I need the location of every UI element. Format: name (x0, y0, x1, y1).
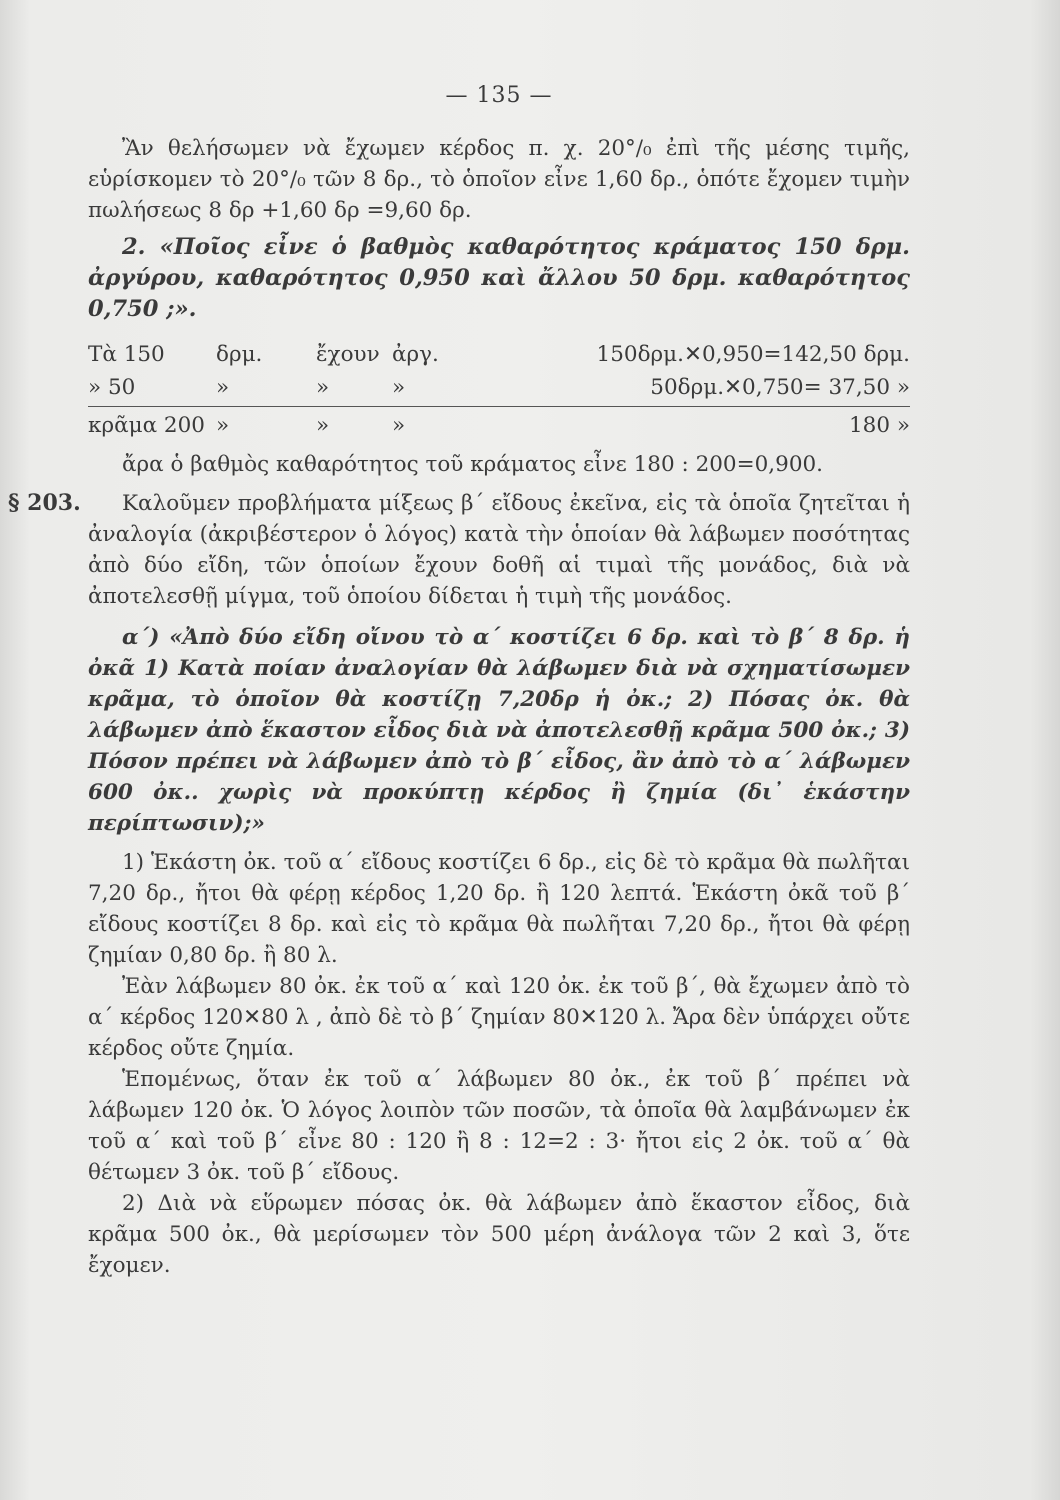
table-cell: » (316, 375, 330, 400)
problem-a: α΄) «Ἀπὸ δύο εἴδη οἴνου τὸ α΄ κοστίζει 6 δρ. καὶ τὸ β΄ 8 δρ. ἡ ὀκᾶ 1) Κατὰ ποίαν ἀναλογίαν θὰ λάβωμεν διὰ νὰ σχηματίσωμεν κρᾶμα, τὸ ὁποῖον θὰ κοστίζῃ 7,20δρ ἡ ὀκ.; 2) Πόσας ὀκ. θὰ λάβωμεν ἀπὸ ἕκαστον εἶδος διὰ νὰ ἀποτελεσθῇ κρᾶμα 500 ὀκ.; 3) Πόσον πρέπει νὰ λάβωμεν ἀπὸ τὸ β΄ εἶδος, ἂν ἀπὸ τὸ α΄ λάβωμεν 600 ὀκ.. χωρὶς νὰ προκύπτῃ κέρδος ἢ ζημία (δι᾽ ἑκάστην περίπτωσιν);» (88, 625, 910, 836)
alloy-table (88, 339, 910, 441)
table-cell: » 50 (88, 375, 136, 400)
table-cell (464, 372, 536, 403)
table-cell: » (216, 375, 230, 400)
paragraph-solution-2: Ἐὰν λάβωμεν 80 ὀκ. ἐκ τοῦ α΄ καὶ 120 ὀκ. ἐκ τοῦ β΄, θὰ ἔχωμεν ἀπὸ τὸ α΄ κέρδος 120✕80 λ , ἀπὸ δὲ τὸ β΄ ζημίαν 80✕120 λ. Ἄρα δὲν ὑπάρχει οὔτε κέρδος οὔτε ζημία. (88, 974, 910, 1061)
table-rule (88, 406, 910, 407)
table-cell: » (316, 413, 330, 438)
table-cell: 50δρμ.✕0,750= 37,50 » (650, 375, 910, 400)
section-number: § 203. (8, 490, 81, 516)
paragraph-solution-4: 2) Διὰ νὰ εὕρωμεν πόσας ὀκ. θὰ λάβωμεν ἀπὸ ἕκαστον εἶδος, διὰ κρᾶμα 500 ὀκ., θὰ μερίσωμεν τὸν 500 μέρη ἀνάλογα τῶν 2 καὶ 3, ὅτε ἔχομεν. (88, 1191, 910, 1278)
page-number: — 135 — (445, 83, 553, 108)
table-cell: κρᾶμα 200 (88, 413, 205, 438)
table-cell: » (392, 413, 406, 438)
table-cell: 180 » (848, 413, 910, 438)
table-cell: » (392, 375, 406, 400)
section-203 (8, 488, 910, 612)
paragraph-solution-3: Ἑπομένως, ὅταν ἐκ τοῦ α΄ λάβωμεν 80 ὀκ., ἐκ τοῦ β΄ πρέπει νὰ λάβωμεν 120 ὀκ. Ὁ λόγος λοιπὸν τῶν ποσῶν, τὰ ὁποῖα θὰ λαμβάνωμεν ἐκ τοῦ α΄ καὶ τοῦ β΄ εἶνε 80 : 120 ἢ 8 : 12=2 : 3· ἤτοι εἰς 2 ὀκ. τοῦ α΄ θὰ θέτωμεν 3 ὀκ. τοῦ β΄ εἴδους. (88, 1067, 910, 1185)
table-cell (464, 410, 536, 441)
paragraph-profit: Ἂν θελήσωμεν νὰ ἔχωμεν κέρδος π. χ. 20°/₀ ἐπὶ τῆς μέσης τιμῆς, εὑρίσκομεν τὸ 20°/₀ τῶν 8 δρ., τὸ ὁποῖον εἶνε 1,60 δρ., ὁπότε ἔχομεν τιμὴν πωλήσεως 8 δρ +1,60 δρ =9,60 δρ. (88, 136, 910, 223)
table-cell: δρμ. (216, 342, 263, 367)
table-cell: ἀργ. (392, 342, 439, 367)
problem-2: 2. «Ποῖος εἶνε ὁ βαθμὸς καθαρότητος κράματος 150 δρμ. ἀργύρου, καθαρότητος 0,950 καὶ ἄλλου 50 δρμ. καθαρότητος 0,750 ;». (88, 234, 910, 322)
paragraph-result: ἄρα ὁ βαθμὸς καθαρότητος τοῦ κράματος εἶνε 180 : 200=0,900. (122, 452, 824, 477)
paragraph-definition: Καλοῦμεν προβλήματα μίξεως β΄ εἴδους ἐκεῖνα, εἰς τὰ ὁποῖα ζητεῖται ἡ ἀναλογία (ἀκριβέστερον ὁ λόγος) κατὰ τὴν ὁποίαν θὰ λάβωμεν ποσότητας ἀπὸ δύο εἴδη, τῶν ὁποίων ἔχουν δοθῆ αἱ τιμαὶ τῆς μονάδος, διὰ νὰ ἀποτελεσθῇ μίγμα, τοῦ ὁποίου δίδεται ἡ τιμὴ τῆς μονάδος. (88, 491, 910, 609)
text-block (8, 80, 910, 1281)
table-cell: ἔχουν (316, 342, 380, 367)
paragraph-solution-1: 1) Ἑκάστη ὀκ. τοῦ α΄ εἴδους κοστίζει 6 δρ., εἰς δὲ τὸ κρᾶμα θὰ πωλῆται 7,20 δρ., ἤτοι θὰ φέρῃ κέρδος 1,20 δρ. ἢ 120 λεπτά. Ἑκάστη ὀκᾶ τοῦ β΄ εἴδους κοστίζει 8 δρ. καὶ εἰς τὸ κρᾶμα θὰ πωλῆται 7,20 δρ., ἤτοι θὰ φέρῃ ζημίαν 0,80 δρ. ἢ 80 λ. (88, 850, 910, 968)
table-cell (464, 339, 536, 370)
table-cell: Τὰ 150 (88, 342, 165, 367)
table-cell: » (216, 413, 230, 438)
table-cell: 150δρμ.✕0,950=142,50 δρμ. (596, 342, 910, 367)
